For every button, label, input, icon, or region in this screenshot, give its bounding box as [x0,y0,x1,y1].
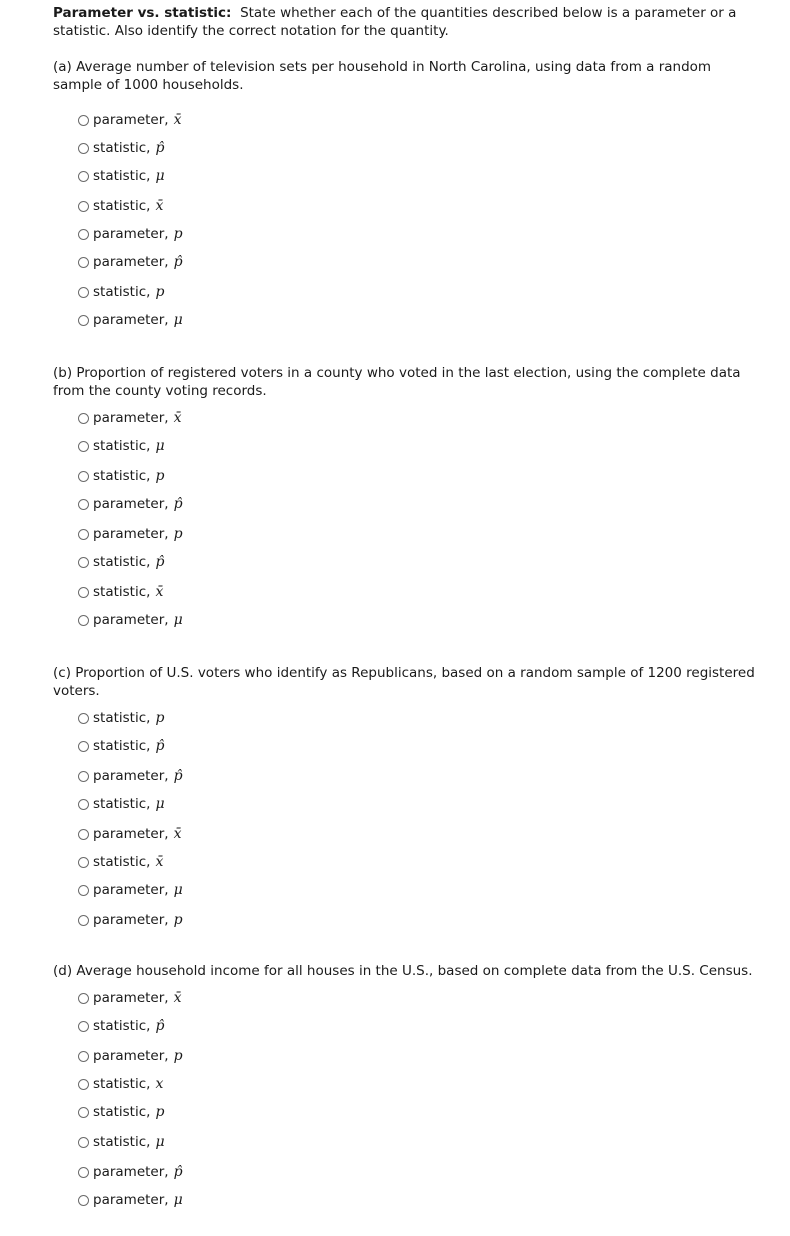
option-kind: parameter, [93,254,169,270]
radio-button[interactable] [78,1137,89,1148]
option-kind: statistic, [93,1104,151,1120]
option-kind: statistic, [93,1076,151,1092]
radio-button[interactable] [78,315,89,326]
option-kind: statistic, [93,1018,151,1034]
option-d-7[interactable] [78,1162,183,1182]
radio-button[interactable] [78,171,89,182]
option-kind: statistic, [93,284,151,300]
option-kind: statistic, [93,854,151,870]
option-kind: statistic, [93,710,151,726]
radio-button[interactable] [78,287,89,298]
option-symbol: μ [155,168,165,184]
radio-button[interactable] [78,529,89,540]
option-b-2[interactable] [78,436,165,456]
question-a: (a) Average number of television sets per household in North Carolina, using data from a random sample of 1000 households. [53,59,712,93]
option-kind: parameter, [93,410,169,426]
option-c-7[interactable] [78,880,183,900]
radio-button[interactable] [78,229,89,240]
radio-button[interactable] [78,1051,89,1062]
radio-button[interactable] [78,471,89,482]
option-symbol: x [155,1076,164,1092]
option-kind: statistic, [93,198,151,214]
option-symbol: x̄ [173,990,182,1006]
option-symbol: p̂ [173,254,183,270]
intro-lead: Parameter vs. statistic: [53,5,232,21]
option-a-8[interactable] [78,310,183,330]
option-kind: parameter, [93,826,169,842]
option-symbol: p̂ [155,1018,165,1034]
option-symbol: p [173,526,183,542]
radio-button[interactable] [78,557,89,568]
option-symbol: μ [173,882,183,898]
option-kind: parameter, [93,768,169,784]
option-symbol: μ [173,1192,183,1208]
option-kind: statistic, [93,584,151,600]
option-symbol: x̄ [155,198,164,214]
option-a-2[interactable] [78,138,164,158]
radio-button[interactable] [78,499,89,510]
option-symbol: p [155,284,165,300]
option-a-4[interactable] [78,196,163,216]
radio-button[interactable] [78,413,89,424]
option-kind: parameter, [93,912,169,928]
option-kind: statistic, [93,554,151,570]
option-c-1[interactable] [78,708,164,728]
option-b-6[interactable] [78,552,164,572]
option-symbol: p̂ [173,768,183,784]
question-d: (d) Average household income for all houses in the U.S., based on complete data from the U.S. Census. [53,963,753,979]
radio-button[interactable] [78,1021,89,1032]
option-symbol: p [173,912,183,928]
option-a-5[interactable] [78,224,183,244]
radio-button[interactable] [78,587,89,598]
option-d-8[interactable] [78,1190,183,1210]
option-kind: statistic, [93,796,151,812]
option-symbol: p [155,710,165,726]
option-symbol: p̂ [155,554,165,570]
option-kind: parameter, [93,1048,169,1064]
radio-button[interactable] [78,741,89,752]
option-b-5[interactable] [78,524,183,544]
option-kind: statistic, [93,168,151,184]
radio-button[interactable] [78,1195,89,1206]
option-symbol: p̂ [155,140,165,156]
radio-button[interactable] [78,713,89,724]
radio-button[interactable] [78,829,89,840]
option-kind: parameter, [93,1164,169,1180]
option-symbol: x̄ [155,854,164,870]
radio-button[interactable] [78,615,89,626]
radio-button[interactable] [78,1167,89,1178]
option-symbol: p [173,1048,183,1064]
option-c-2[interactable] [78,736,164,756]
option-d-6[interactable] [78,1132,165,1152]
option-a-3[interactable] [78,166,165,186]
option-d-5[interactable] [78,1102,164,1122]
radio-button[interactable] [78,993,89,1004]
option-kind: statistic, [93,468,151,484]
intro [53,4,753,40]
option-kind: parameter, [93,990,169,1006]
option-d-1[interactable] [78,988,181,1008]
option-symbol: x̄ [173,112,182,128]
option-kind: parameter, [93,226,169,242]
option-d-3[interactable] [78,1046,183,1066]
radio-button[interactable] [78,257,89,268]
radio-button[interactable] [78,771,89,782]
option-symbol: x̄ [173,410,182,426]
option-kind: statistic, [93,438,151,454]
option-kind: parameter, [93,612,169,628]
option-symbol: μ [173,312,183,328]
radio-button[interactable] [78,885,89,896]
option-a-1[interactable] [78,110,181,130]
radio-button[interactable] [78,115,89,126]
option-kind: parameter, [93,312,169,328]
option-symbol: x̄ [173,826,182,842]
option-symbol: p̂ [173,496,183,512]
option-symbol: μ [173,612,183,628]
radio-button[interactable] [78,1107,89,1118]
option-c-5[interactable] [78,824,181,844]
option-b-3[interactable] [78,466,164,486]
option-d-4[interactable] [78,1074,163,1094]
option-b-7[interactable] [78,582,163,602]
radio-button[interactable] [78,857,89,868]
option-symbol: p [155,1104,165,1120]
option-kind: statistic, [93,738,151,754]
option-symbol: μ [155,796,165,812]
option-b-4[interactable] [78,494,183,514]
option-a-6[interactable] [78,252,183,272]
intro-text: State whether each of the quantities described below is a parameter or a statistic. Also identify the correct notation for the quantity. [53,5,737,39]
radio-button[interactable] [78,201,89,212]
radio-button[interactable] [78,1079,89,1090]
question-b: (b) Proportion of registered voters in a county who voted in the last election, using the complete data from the county voting records. [53,365,741,399]
option-d-2[interactable] [78,1016,164,1036]
option-kind: parameter, [93,526,169,542]
option-kind: statistic, [93,140,151,156]
option-symbol: p̂ [173,1164,183,1180]
option-kind: parameter, [93,1192,169,1208]
radio-button[interactable] [78,143,89,154]
option-c-3[interactable] [78,766,183,786]
option-c-8[interactable] [78,910,183,930]
option-b-1[interactable] [78,408,181,428]
question-c: (c) Proportion of U.S. voters who identify as Republicans, based on a random sample of 1200 registered voters. [53,665,755,699]
radio-button[interactable] [78,915,89,926]
option-b-8[interactable] [78,610,183,630]
option-symbol: μ [155,438,165,454]
option-c-6[interactable] [78,852,163,872]
option-symbol: μ [155,1134,165,1150]
option-symbol: p̂ [155,738,165,754]
option-a-7[interactable] [78,282,164,302]
option-kind: parameter, [93,882,169,898]
radio-button[interactable] [78,441,89,452]
option-kind: parameter, [93,496,169,512]
option-kind: statistic, [93,1134,151,1150]
option-symbol: x̄ [155,584,164,600]
radio-button[interactable] [78,799,89,810]
option-symbol: p [173,226,183,242]
option-kind: parameter, [93,112,169,128]
option-c-4[interactable] [78,794,165,814]
option-symbol: p [155,468,165,484]
